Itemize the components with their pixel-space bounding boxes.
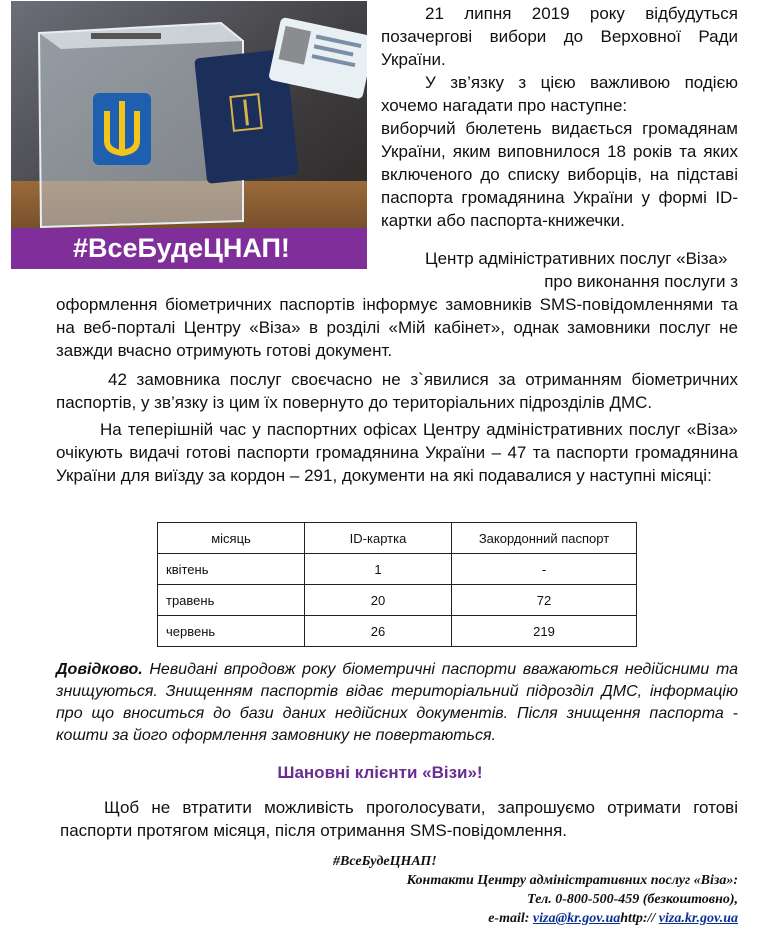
table-cell: квітень (158, 554, 305, 585)
paragraph-returned-passports: 42 замовника послуг своєчасно не з`явилися за отриманням біометричних паспортів, у зв’язку із цим їх повернуто до територіальних підрозділів ДМС. (56, 370, 738, 412)
table-cell: 20 (305, 585, 452, 616)
note-text: Невидані впродовж року біометричні паспорти вважаються недійсними та знищуються. Знищенням паспортів відає територіальний підрозділ ДМС, інформацію про що вноситься до бази даних недійсних документів. Після знищення паспорта - кошти за його оформлення замовнику не повертаються. (56, 661, 738, 744)
table-cell: 72 (452, 585, 637, 616)
email-label: e-mail: (488, 911, 533, 926)
paragraph-service-info-start: про виконання послуги з (544, 272, 738, 291)
hashtag-banner: #ВсеБудеЦНАП! (11, 228, 367, 269)
ballot-box-photo (11, 1, 367, 269)
note-label: Довідково. (56, 661, 143, 678)
table-cell: 26 (305, 616, 452, 647)
table-header-cell: ID-картка (305, 523, 452, 554)
paragraph-pending-passports: На теперішній час у паспортних офісах Центру адміністративних послуг «Віза» очікують видачі готові паспорти громадянина України – 47 та паспорти громадянина України для виїзду за кордон – 291, документи на які подавалися у наступні місяці: (56, 420, 738, 485)
paragraph-sms-notification: оформлення біометричних паспортів інформує замовників SMS-повідомленнями та на веб-порталі Центру «Віза» в розділі «Мій кабінет», однак замовники послуг не завжди вчасно отримують готові документ. (56, 295, 738, 360)
contacts-title: Контакти Центру адміністративних послуг «Віза»: (406, 873, 738, 888)
table-cell: 1 (305, 554, 452, 585)
email-link[interactable]: viza@kr.gov.ua (532, 911, 621, 926)
paragraph-election-date: 21 липня 2019 року відбудуться позачергові вибори до Верховної Ради України. (381, 4, 738, 69)
website-link[interactable]: viza.kr.gov.ua (658, 911, 738, 926)
paragraph-center-name: Центр адміністративних послуг «Віза» (425, 249, 728, 268)
table-row (158, 554, 637, 585)
table-header-row (158, 523, 637, 554)
contacts-web-line (318, 909, 738, 928)
paragraph-ballot-info: виборчий бюлетень видається громадянам України, яким виповнилося 18 років та яких включеного до списку виборців, на підставі паспорта громадянина України у формі ID-картки або паспорта-книжечки. (381, 119, 738, 230)
paragraph-invitation: Щоб не втратити можливість проголосувати, запрошуємо отримати готові паспорти протягом місяця, після отримання SMS-повідомлення. (60, 798, 738, 840)
contacts-block (318, 852, 738, 928)
table-row (158, 585, 637, 616)
http-label: http:// (620, 911, 659, 926)
table-cell: - (452, 554, 637, 585)
clients-greeting: Шановні клієнти «Візи»! (277, 763, 483, 782)
paragraph-reminder-intro: У зв’язку з цією важливою подією хочемо нагадати про наступне: (381, 73, 738, 115)
table-cell: травень (158, 585, 305, 616)
reference-note (56, 659, 738, 747)
contacts-phone: Тел. 0-800-500-459 (безкоштовно), (527, 892, 738, 907)
table-header-cell: Закордонний паспорт (452, 523, 637, 554)
contacts-hashtag: #ВсеБудеЦНАП! (333, 854, 437, 869)
passports-table (157, 522, 637, 647)
table-header-cell: місяць (158, 523, 305, 554)
table-cell: 219 (452, 616, 637, 647)
table-cell: червень (158, 616, 305, 647)
table-row (158, 616, 637, 647)
